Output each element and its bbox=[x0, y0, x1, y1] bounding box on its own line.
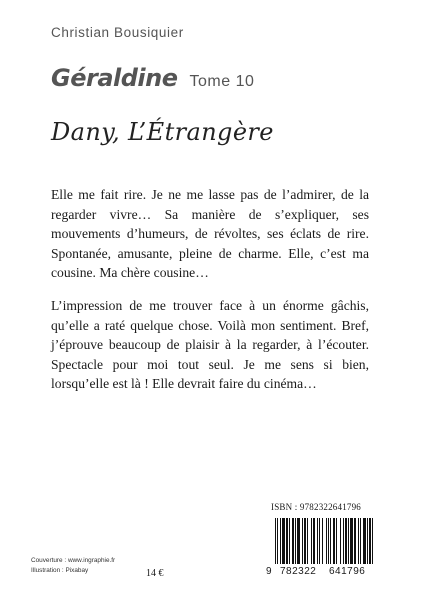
series-heading bbox=[51, 64, 254, 96]
book-subtitle: Dany, L’Étrangère bbox=[51, 118, 274, 146]
illustration-credit: Illustration : Pixabay bbox=[31, 567, 89, 574]
barcode-right-group: 641796 bbox=[329, 566, 366, 577]
barcode-first-digit: 9 bbox=[266, 566, 273, 577]
cover-credit: Couverture : www.ingraphie.fr bbox=[31, 557, 116, 564]
barcode-left-group: 782322 bbox=[280, 566, 317, 577]
volume-number: Tome 10 bbox=[189, 73, 255, 90]
blurb-paragraph: L’impression de me trouver face à un énorme gâchis, qu’elle a raté quelque chose. Voilà mon sentiment. Bref, j’éprouve beaucoup de plaisir à la regarder, à l’écouter. Spectacle pour moi tout seul. Je me sens si bien, lorsqu’elle est là ! Elle devrait faire du cinéma… bbox=[51, 297, 369, 392]
barcode-image bbox=[275, 518, 373, 564]
blurb-paragraph: Elle me fait rire. Je ne me lasse pas de l’admirer, de la regarder vivre… Sa manière de s’expliquer, ses mouvements d’humeurs, de révoltes, ses éclats de rire. Spontanée, amusante, pleine de charme. Elle, c’est ma cousine. Ma chère cousine… bbox=[51, 187, 369, 281]
barcode-block bbox=[266, 516, 380, 583]
price: 14 € bbox=[146, 568, 164, 579]
isbn-label: ISBN : 9782322641796 bbox=[271, 502, 362, 512]
series-name: Géraldine bbox=[51, 64, 178, 92]
credits bbox=[31, 556, 115, 576]
author-name: Christian Bousiquier bbox=[51, 25, 184, 40]
back-cover-blurb bbox=[51, 185, 369, 407]
